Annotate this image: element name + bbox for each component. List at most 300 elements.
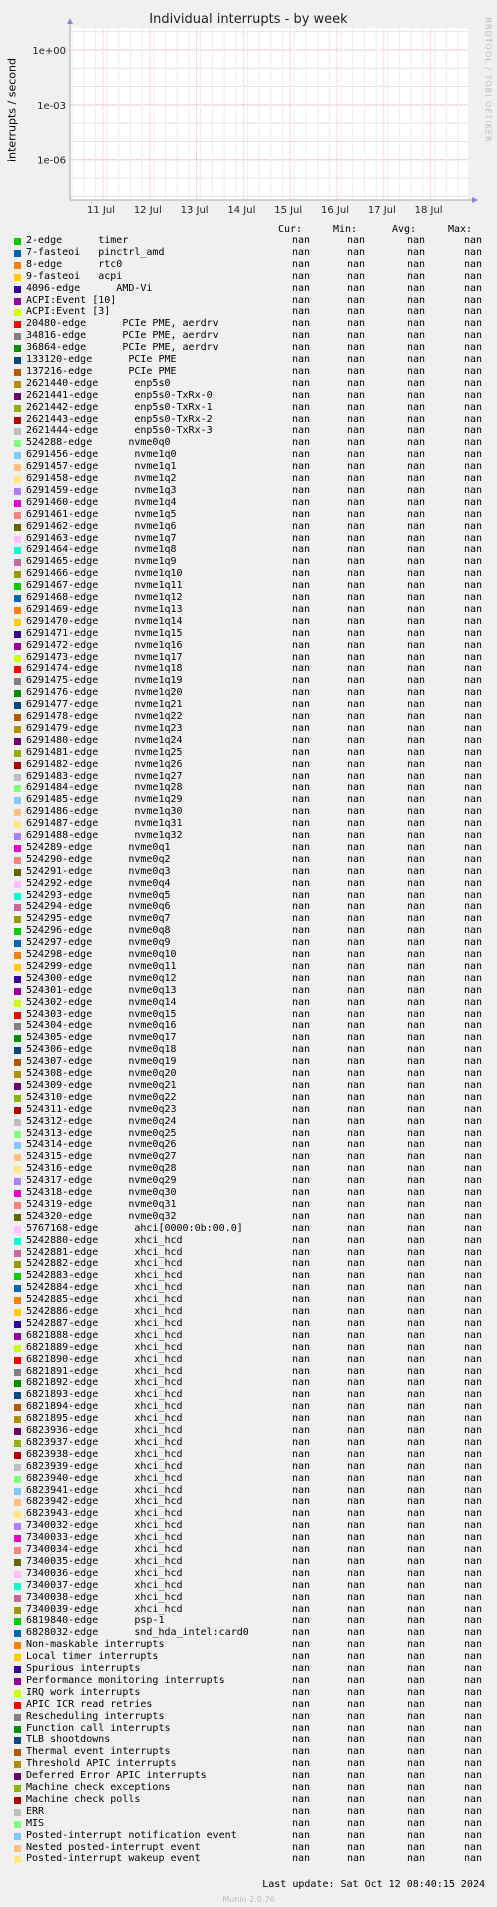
legend-cur: nan xyxy=(291,1353,310,1365)
legend-label: ACPI:Event [10] xyxy=(26,294,117,306)
legend-min: nan xyxy=(346,794,365,806)
legend-avg: nan xyxy=(406,1008,425,1020)
legend-row xyxy=(0,1116,497,1128)
legend-cur: nan xyxy=(291,770,310,782)
legend-row xyxy=(0,1592,497,1604)
legend-label: 524304-edge nvme0q16 xyxy=(26,1020,177,1032)
legend-label: 6291462-edge nvme1q6 xyxy=(26,520,177,532)
legend-avg: nan xyxy=(406,1329,425,1341)
legend-max: nan xyxy=(463,1234,482,1246)
legend-label: 2621442-edge enp5s0-TxRx-1 xyxy=(26,401,213,413)
legend-min: nan xyxy=(346,544,365,556)
legend-row xyxy=(0,1044,497,1056)
legend-avg: nan xyxy=(406,746,425,758)
legend-avg: nan xyxy=(406,354,425,365)
legend-row xyxy=(0,1496,497,1508)
legend-min: nan xyxy=(346,568,365,580)
legend-label: 524297-edge nvme0q9 xyxy=(26,937,171,949)
legend-max: nan xyxy=(463,1091,482,1103)
legend-row xyxy=(0,771,497,783)
legend-swatch xyxy=(14,1261,21,1268)
legend-max: nan xyxy=(463,1627,482,1639)
legend-avg: nan xyxy=(406,1484,425,1496)
legend-cur: nan xyxy=(291,1246,310,1258)
legend-label: 6291485-edge nvme1q29 xyxy=(26,794,183,806)
legend-swatch xyxy=(14,714,21,721)
legend-cur: nan xyxy=(291,1056,310,1068)
legend-min: nan xyxy=(346,1674,365,1686)
legend-avg: nan xyxy=(406,1341,425,1353)
legend-min: nan xyxy=(346,830,365,841)
legend-avg: nan xyxy=(406,758,425,770)
legend-avg: nan xyxy=(406,1829,425,1841)
legend-label: Function call interrupts xyxy=(26,1722,171,1734)
legend-min: nan xyxy=(346,1151,365,1163)
legend-cur: nan xyxy=(291,1079,310,1091)
legend-avg: nan xyxy=(406,1555,425,1567)
legend-swatch xyxy=(14,536,21,543)
legend-label: 6291473-edge nvme1q17 xyxy=(26,651,183,663)
legend-row xyxy=(0,354,497,366)
legend-label: 6823938-edge xhci_hcd xyxy=(26,1448,183,1460)
legend-min: nan xyxy=(346,1853,365,1865)
legend-max: nan xyxy=(463,1603,482,1615)
legend-avg: nan xyxy=(406,711,425,722)
legend-label: 6291478-edge nvme1q22 xyxy=(26,711,183,722)
legend-swatch xyxy=(14,333,21,340)
legend-avg: nan xyxy=(406,1722,425,1734)
legend-swatch xyxy=(14,1642,21,1649)
legend-row xyxy=(0,711,497,723)
legend-swatch xyxy=(14,1583,21,1590)
legend-avg: nan xyxy=(406,1091,425,1103)
legend-row xyxy=(0,1473,497,1485)
legend-max: nan xyxy=(463,1056,482,1068)
legend-row xyxy=(0,1639,497,1651)
legend-max: nan xyxy=(463,1079,482,1091)
legend-row xyxy=(0,318,497,330)
legend-max: nan xyxy=(463,1734,482,1746)
legend-row xyxy=(0,402,497,414)
legend-swatch xyxy=(14,1392,21,1399)
legend-avg: nan xyxy=(406,1413,425,1425)
legend-min: nan xyxy=(346,603,365,615)
legend-label: Posted-interrupt notification event xyxy=(26,1829,237,1841)
legend-row xyxy=(0,1270,497,1282)
legend-label: 6291472-edge nvme1q16 xyxy=(26,639,183,651)
legend-row xyxy=(0,1318,497,1330)
legend-min: nan xyxy=(346,449,365,461)
legend-avg: nan xyxy=(406,1639,425,1651)
legend-min: nan xyxy=(346,1175,365,1187)
legend-cur: nan xyxy=(291,937,310,949)
legend-row xyxy=(0,961,497,973)
legend-avg: nan xyxy=(406,1056,425,1068)
legend-cur: nan xyxy=(291,330,310,342)
legend-cur: nan xyxy=(291,258,310,270)
legend-avg: nan xyxy=(406,1746,425,1758)
legend-cur: nan xyxy=(291,1258,310,1270)
legend-avg: nan xyxy=(406,1674,425,1686)
legend-cur: nan xyxy=(291,925,310,937)
legend-label: 5242884-edge xhci_hcd xyxy=(26,1282,183,1294)
legend-avg: nan xyxy=(406,1353,425,1365)
legend-row xyxy=(0,556,497,568)
legend-swatch xyxy=(14,357,21,364)
legend-max: nan xyxy=(463,1615,482,1627)
legend-swatch xyxy=(14,1499,21,1506)
legend-cur: nan xyxy=(291,1341,310,1353)
legend-swatch xyxy=(14,1119,21,1126)
legend-label: Nested posted-interrupt event xyxy=(26,1841,201,1853)
legend-row xyxy=(0,925,497,937)
legend-swatch xyxy=(14,1737,21,1744)
legend-min: nan xyxy=(346,972,365,984)
legend-max: nan xyxy=(463,1746,482,1758)
legend-swatch xyxy=(14,476,21,483)
legend-row xyxy=(0,830,497,842)
legend-row xyxy=(0,580,497,592)
legend-max: nan xyxy=(463,1805,482,1817)
legend-min: nan xyxy=(346,1758,365,1770)
legend-max: nan xyxy=(463,603,482,615)
legend-cur: nan xyxy=(291,1793,310,1805)
legend-avg: nan xyxy=(406,461,425,473)
legend-avg: nan xyxy=(406,413,425,425)
legend-cur: nan xyxy=(291,1555,310,1567)
legend-row xyxy=(0,1068,497,1080)
legend-swatch xyxy=(14,452,21,459)
legend-row xyxy=(0,1842,497,1854)
legend-cur: nan xyxy=(291,1591,310,1603)
legend-cur: nan xyxy=(291,960,310,972)
legend-row xyxy=(0,687,497,699)
legend-swatch xyxy=(14,1309,21,1316)
legend-min: nan xyxy=(346,1103,365,1115)
legend-cur: nan xyxy=(291,1805,310,1817)
legend-cur: nan xyxy=(291,1175,310,1187)
legend-max: nan xyxy=(463,758,482,770)
legend-min: nan xyxy=(346,1413,365,1425)
legend-swatch xyxy=(14,655,21,662)
legend-swatch xyxy=(14,1214,21,1221)
legend-cur: nan xyxy=(291,365,310,377)
legend-row xyxy=(0,985,497,997)
legend-min: nan xyxy=(346,1615,365,1627)
legend-max: nan xyxy=(463,949,482,960)
legend-swatch xyxy=(14,1071,21,1078)
legend-cur: nan xyxy=(291,1270,310,1282)
legend-avg: nan xyxy=(406,544,425,556)
last-update: Last update: Sat Oct 12 08:40:15 2024 xyxy=(262,1879,485,1890)
legend-cur: nan xyxy=(291,1198,310,1210)
legend-label: 6291480-edge nvme1q24 xyxy=(26,734,183,746)
legend-row xyxy=(0,414,497,426)
legend-max: nan xyxy=(463,1068,482,1079)
legend-swatch xyxy=(14,1273,21,1280)
x-tick-label: 11 Jul xyxy=(87,205,115,216)
legend-swatch xyxy=(14,631,21,638)
legend-avg: nan xyxy=(406,1222,425,1234)
legend-max: nan xyxy=(463,1567,482,1579)
legend-row xyxy=(0,485,497,497)
legend-label: IRQ work interrupts xyxy=(26,1686,141,1698)
legend-swatch xyxy=(14,1666,21,1673)
legend-avg: nan xyxy=(406,913,425,925)
legend-swatch xyxy=(14,298,21,305)
legend-avg: nan xyxy=(406,1436,425,1448)
legend-min: nan xyxy=(346,1068,365,1079)
legend-swatch xyxy=(14,1833,21,1840)
legend-max: nan xyxy=(463,1544,482,1555)
legend-avg: nan xyxy=(406,592,425,603)
legend-min: nan xyxy=(346,330,365,342)
legend-cur: nan xyxy=(291,830,310,841)
legend-avg: nan xyxy=(406,270,425,282)
legend-avg: nan xyxy=(406,889,425,901)
legend-row xyxy=(0,997,497,1009)
legend-min: nan xyxy=(346,1746,365,1758)
legend-avg: nan xyxy=(406,1603,425,1615)
legend-min: nan xyxy=(346,1425,365,1436)
legend-min: nan xyxy=(346,365,365,377)
legend-avg: nan xyxy=(406,853,425,865)
legend-min: nan xyxy=(346,282,365,294)
legend-label: 6823942-edge xhci_hcd xyxy=(26,1496,183,1508)
legend-cur: nan xyxy=(291,1829,310,1841)
legend-cur: nan xyxy=(291,1020,310,1032)
legend-row xyxy=(0,1425,497,1437)
legend-row xyxy=(0,533,497,545)
legend-cur: nan xyxy=(291,1579,310,1591)
legend-max: nan xyxy=(463,306,482,318)
legend-label: 6821892-edge xhci_hcd xyxy=(26,1377,183,1389)
legend-label: Threshold APIC interrupts xyxy=(26,1758,177,1770)
legend-cur: nan xyxy=(291,318,310,330)
legend-cur: nan xyxy=(291,675,310,687)
legend-swatch xyxy=(14,1357,21,1364)
legend-row xyxy=(0,1211,497,1223)
legend-label: 6823937-edge xhci_hcd xyxy=(26,1436,183,1448)
legend-min: nan xyxy=(346,1817,365,1829)
legend-cur: nan xyxy=(291,1103,310,1115)
legend-max: nan xyxy=(463,830,482,841)
legend-avg: nan xyxy=(406,1103,425,1115)
legend-label: 6291481-edge nvme1q25 xyxy=(26,746,183,758)
y-tick-label: 1e-06 xyxy=(37,155,66,167)
legend-avg: nan xyxy=(406,830,425,841)
legend-cur: nan xyxy=(291,877,310,889)
legend-swatch xyxy=(14,1488,21,1495)
legend-max: nan xyxy=(463,687,482,699)
legend-max: nan xyxy=(463,639,482,651)
legend-cur: nan xyxy=(291,984,310,996)
legend-cur: nan xyxy=(291,1032,310,1044)
legend-avg: nan xyxy=(406,496,425,508)
legend-swatch xyxy=(14,1618,21,1625)
legend-label: 4096-edge AMD-Vi xyxy=(26,282,153,294)
legend-row xyxy=(0,1604,497,1616)
legend-row xyxy=(0,1294,497,1306)
legend-row xyxy=(0,1699,497,1711)
legend-label: 2-edge timer xyxy=(26,235,129,246)
legend-cur: nan xyxy=(291,1651,310,1663)
legend-cur: nan xyxy=(291,1044,310,1056)
legend-min: nan xyxy=(346,1496,365,1508)
legend-max: nan xyxy=(463,1758,482,1770)
legend-avg: nan xyxy=(406,865,425,877)
legend-min: nan xyxy=(346,1198,365,1210)
legend-cur: nan xyxy=(291,354,310,365)
legend-swatch xyxy=(14,893,21,900)
legend-swatch xyxy=(14,1547,21,1554)
legend-cur: nan xyxy=(291,1615,310,1627)
legend-label: 20480-edge PCIe PME, aerdrv xyxy=(26,318,219,330)
legend-label: 5242886-edge xhci_hcd xyxy=(26,1306,183,1317)
legend-label: 524313-edge nvme0q25 xyxy=(26,1127,177,1139)
legend-max: nan xyxy=(463,1365,482,1377)
legend-avg: nan xyxy=(406,1032,425,1044)
legend-label: 2621440-edge enp5s0 xyxy=(26,377,171,389)
legend-avg: nan xyxy=(406,235,425,246)
legend-min: nan xyxy=(346,1651,365,1663)
legend-avg: nan xyxy=(406,484,425,496)
legend-cur: nan xyxy=(291,1317,310,1329)
legend-cur: nan xyxy=(291,1520,310,1532)
legend-label: 524317-edge nvme0q29 xyxy=(26,1175,177,1187)
legend-label: 6291487-edge nvme1q31 xyxy=(26,818,183,830)
legend-avg: nan xyxy=(406,1460,425,1472)
legend-max: nan xyxy=(463,746,482,758)
legend-cur: nan xyxy=(291,413,310,425)
legend-row xyxy=(0,521,497,533)
legend-min: nan xyxy=(346,1639,365,1651)
legend-row xyxy=(0,913,497,925)
legend-cur: nan xyxy=(291,1163,310,1175)
legend-label: 6291459-edge nvme1q3 xyxy=(26,484,177,496)
legend-row xyxy=(0,937,497,949)
legend-label: 6821888-edge xhci_hcd xyxy=(26,1329,183,1341)
legend-avg: nan xyxy=(406,1020,425,1032)
legend-swatch xyxy=(14,738,21,745)
legend-row xyxy=(0,295,497,307)
x-tick-label: 14 Jul xyxy=(227,205,256,216)
legend-cur: nan xyxy=(291,1377,310,1389)
legend-max: nan xyxy=(463,972,482,984)
legend-max: nan xyxy=(463,1151,482,1163)
legend-label: 5242880-edge xhci_hcd xyxy=(26,1234,183,1246)
legend-row xyxy=(0,1818,497,1830)
legend-label: 6291470-edge nvme1q14 xyxy=(26,615,183,627)
legend-avg: nan xyxy=(406,960,425,972)
legend-row xyxy=(0,1746,497,1758)
legend-max: nan xyxy=(463,437,482,449)
legend-swatch xyxy=(14,512,21,519)
legend-label: 6821893-edge xhci_hcd xyxy=(26,1389,183,1401)
legend-min: nan xyxy=(346,782,365,794)
legend-label: 6291476-edge nvme1q20 xyxy=(26,687,183,699)
legend-max: nan xyxy=(463,365,482,377)
legend-min: nan xyxy=(346,1127,365,1139)
legend-max: nan xyxy=(463,865,482,877)
legend-label: 7340036-edge xhci_hcd xyxy=(26,1567,183,1579)
legend-cur: nan xyxy=(291,1817,310,1829)
legend-row xyxy=(0,283,497,295)
legend-max: nan xyxy=(463,1520,482,1532)
legend-avg: nan xyxy=(406,627,425,639)
legend-cur: nan xyxy=(291,711,310,722)
legend-cur: nan xyxy=(291,1448,310,1460)
legend-swatch xyxy=(14,1035,21,1042)
legend-label: 6291467-edge nvme1q11 xyxy=(26,580,183,592)
legend-min: nan xyxy=(346,675,365,687)
legend-avg: nan xyxy=(406,1270,425,1282)
legend-min: nan xyxy=(346,1353,365,1365)
legend-min: nan xyxy=(346,651,365,663)
legend-label: 6291466-edge nvme1q10 xyxy=(26,568,183,580)
legend-cur: nan xyxy=(291,1068,310,1079)
legend-max: nan xyxy=(463,1425,482,1436)
legend-row xyxy=(0,1092,497,1104)
legend-cur: nan xyxy=(291,782,310,794)
legend-avg: nan xyxy=(406,306,425,318)
legend-max: nan xyxy=(463,258,482,270)
legend-min: nan xyxy=(346,1722,365,1734)
legend-cur: nan xyxy=(291,913,310,925)
legend-max: nan xyxy=(463,1532,482,1544)
legend-avg: nan xyxy=(406,1805,425,1817)
legend-min: nan xyxy=(346,1436,365,1448)
legend-label: 524292-edge nvme0q4 xyxy=(26,877,171,889)
legend-label: 6291458-edge nvme1q2 xyxy=(26,473,177,484)
legend-avg: nan xyxy=(406,877,425,889)
legend-swatch xyxy=(14,1714,21,1721)
legend-max: nan xyxy=(463,413,482,425)
legend-min: nan xyxy=(346,806,365,818)
legend-max: nan xyxy=(463,699,482,711)
legend-row xyxy=(0,1544,497,1556)
legend-max: nan xyxy=(463,425,482,437)
legend-swatch xyxy=(14,1333,21,1340)
legend-swatch xyxy=(14,702,21,709)
legend-swatch xyxy=(14,1285,21,1292)
legend-min: nan xyxy=(346,258,365,270)
legend-row xyxy=(0,1330,497,1342)
legend-swatch xyxy=(14,976,21,983)
legend-swatch xyxy=(14,1297,21,1304)
legend-row xyxy=(0,949,497,961)
legend-cur: nan xyxy=(291,1008,310,1020)
legend-swatch xyxy=(14,857,21,864)
legend-swatch xyxy=(14,1131,21,1138)
x-tick-label: 16 Jul xyxy=(321,205,349,216)
legend-cur: nan xyxy=(291,806,310,818)
legend-avg: nan xyxy=(406,818,425,830)
legend-max: nan xyxy=(463,1793,482,1805)
legend-min: nan xyxy=(346,1627,365,1639)
legend-min: nan xyxy=(346,1591,365,1603)
legend-min: nan xyxy=(346,354,365,365)
legend-avg: nan xyxy=(406,449,425,461)
legend-cur: nan xyxy=(291,1222,310,1234)
legend-swatch xyxy=(14,1559,21,1566)
legend-row xyxy=(0,1235,497,1247)
legend-row xyxy=(0,473,497,485)
legend-label: 6291457-edge nvme1q1 xyxy=(26,461,177,473)
legend-label: 36864-edge PCIe PME, aerdrv xyxy=(26,342,219,354)
legend-cur: nan xyxy=(291,1282,310,1294)
legend-avg: nan xyxy=(406,1187,425,1198)
